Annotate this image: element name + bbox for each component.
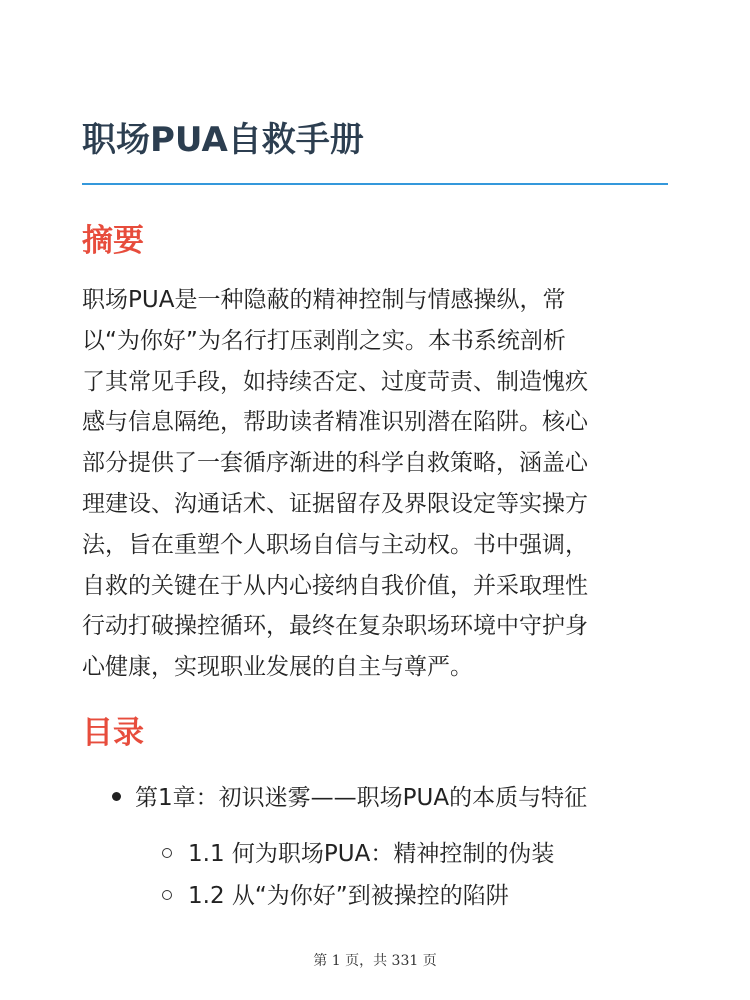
page-number-footer: 第 1 页，共 331 页 <box>313 953 437 969</box>
toc-chapter-1[interactable] <box>112 778 587 818</box>
abstract-line: 职场PUA是一种隐蔽的精神控制与情感操纵，常 <box>82 287 566 313</box>
abstract-line: 行动打破操控循环，最终在复杂职场环境中守护身 <box>82 613 588 640</box>
bullet-circle-icon <box>162 848 172 858</box>
toc-section-1-2[interactable] <box>162 876 509 916</box>
abstract-line: 部分提供了一套循序渐进的科学自救策略，涵盖心 <box>82 450 588 477</box>
document-title: 职场PUA自救手册 <box>82 120 364 160</box>
toc-section-label: 1.1 何为职场PUA：精神控制的伪装 <box>188 841 555 867</box>
bullet-circle-icon <box>162 890 172 900</box>
toc-heading: 目录 <box>82 715 144 751</box>
abstract-line: 理建设、沟通话术、证据留存及界限设定等实操方 <box>82 490 588 517</box>
abstract-line: 感与信息隔绝，帮助读者精准识别潜在陷阱。核心 <box>82 409 588 436</box>
abstract-paragraph <box>82 280 672 688</box>
bullet-disc-icon <box>112 792 121 801</box>
abstract-line: 心健康，实现职业发展的自主与尊严。 <box>82 654 473 681</box>
abstract-line: 自救的关键在于从内心接纳自我价值，并采取理性 <box>82 572 588 599</box>
abstract-line: 法，旨在重塑个人职场自信与主动权。书中强调， <box>82 531 588 558</box>
abstract-heading: 摘要 <box>82 223 144 259</box>
toc-chapter-label: 第1章：初识迷雾——职场PUA的本质与特征 <box>135 785 588 811</box>
abstract-line: 了其常见手段，如持续否定、过度苛责、制造愧疚 <box>82 368 588 395</box>
toc-section-1-1[interactable] <box>162 834 554 874</box>
title-divider <box>82 183 668 185</box>
abstract-line: 以“为你好”为名行打压剥削之实。本书系统剖析 <box>82 327 566 354</box>
toc-section-label: 1.2 从“为你好”到被操控的陷阱 <box>188 883 509 909</box>
